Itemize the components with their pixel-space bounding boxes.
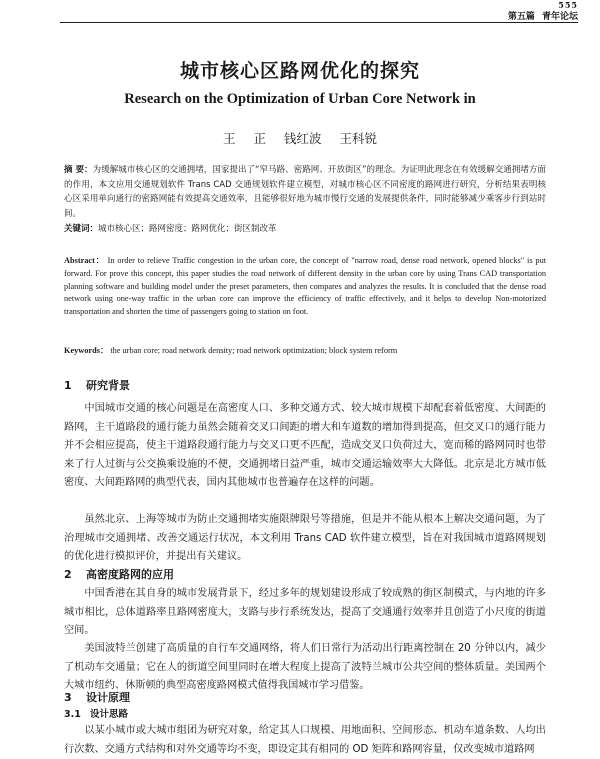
title-en: Research on the Optimization of Urban Core Network in (124, 91, 476, 107)
section-title: 高密度路网的应用 (86, 568, 174, 581)
abstract-zh (64, 163, 546, 221)
keywords-zh-label: 关键词： (64, 224, 99, 234)
subsection-number: 3.1 (64, 709, 81, 720)
abstract-en (64, 255, 546, 319)
section-number: 1 (64, 379, 72, 392)
title-zh: 城市核心区路网优化的探究 (179, 60, 420, 82)
keywords-zh-text: 城市核心区；路网密度；路网优化；街区制改革 (98, 224, 277, 234)
keywords-en (64, 344, 546, 357)
subsection-3-1-text: 以某小城市或大城市组团为研究对象，给定其人口规模、用地面积、空间形态、机动车道条数、人均出行次数、交通方式结构和对外交通等均不变，即设定其有相同的 OD 矩阵和路网容量，仅改变城市道路网 (64, 725, 546, 755)
abstract-zh-text: 为缓解城市核心区的交通拥堵，国家提出了“窄马路、密路网、开放街区”的理念。为证明此理念在有效缓解交通拥堵方面的作用，本文应用交通规划软件 Trans CAD 交通规划软件建立模型，对城市核心区不同密度的路网进行研究，分析结果表明核心区采用单向通行的密路网能有效提高交通效率，且能够很好地为城市慢行交通的发展提供条件，同时能够减少乘客步行到站时间。 (64, 165, 546, 219)
section-title: 设计原理 (86, 691, 130, 704)
section-3-heading (64, 689, 130, 705)
section-number: 2 (64, 568, 72, 581)
section-number: 3 (64, 691, 72, 704)
section-2-heading (64, 566, 174, 582)
section-2-paragraph-1: 中国香港在其自身的城市发展背景下，经过多年的规划建设形成了较成熟的街区制模式，与内地的许多城市相比，总体道路率且路网密度大，支路与步行系统发达，提高了交通通行效率并且创造了小尺度的街道空间。 (64, 588, 546, 636)
running-head: 第五篇 青年论坛 (507, 12, 578, 22)
subsection-3-1-heading (64, 706, 128, 720)
subsection-title: 设计思路 (90, 709, 129, 720)
abstract-zh-label: 摘 要： (64, 165, 93, 175)
section-1-paragraph-1: 中国城市交通的核心问题是在高密度人口、多种交通方式、较大城市规模下却配套着低密度、大间距的路网，主干道路段的通行能力虽然会随着交叉口间距的增大和车道数的增加得到提高，但交叉口的通行能力并不会相应提高，使主干道路段通行能力与交叉口更不匹配，造成交叉口负荷过大，宽而稀的路网同时也带来了行人过街与公交换乘设施的不便，交通拥堵日益严重，城市交通运输效率大大降低。北京是北方城市低密度、大间距路网的典型代表，国内其他城市也普遍存在这样的问题。 (64, 403, 546, 488)
authors: 王 正 钱红波 王科锐 (223, 131, 377, 146)
abstract-en-text: In order to relieve Traffic congestion in the urban core, the concept of "narrow road, dense road network, opened blocks" is put forward. For prove this concept, this paper studies the road network of different density in the urban core by using Trans CAD transportation planning software and building model under the preset parameters, then compares and analyzes the results. It is concluded that the dense road network using one-way traffic in the urban core can improve the efficiency of traffic effectively, and it helps to develop Non-motorized transportation and shorten the time of passengers going to station on foot. (64, 256, 547, 317)
abstract-en-label: Abstract： (64, 256, 105, 265)
header-rule (60, 22, 578, 23)
keywords-en-text: the urban core; road network density; road network optimization; block system reform (110, 346, 398, 355)
keywords-zh (64, 223, 546, 236)
keywords-en-label: Keywords： (64, 346, 109, 355)
section-2-paragraph-2: 美国波特兰创建了高质量的自行车交通网络，将人们日常行为活动出行距离控制在 20 分钟以内，减少了机动车交通量；它在人的街道空间里同时在增大程度上提高了波特兰城市公共空间的整体质量。美国两个大城市纽约、休斯顿的典型高密度路网模式值得我国城市学习借鉴。 (64, 643, 546, 691)
page-number: 555 (558, 0, 578, 10)
section-title: 研究背景 (86, 379, 130, 392)
section-1-paragraph-2: 虽然北京、上海等城市为防止交通拥堵实施限牌限号等措施，但是并不能从根本上解决交通问题，为了治理城市交通拥堵、改善交通运行状况，本文利用 Trans CAD 软件建立模型，旨在对我国城市道路网规划的优化进行模拟评价，并提出有关建议。 (64, 514, 546, 562)
section-1-heading (64, 377, 130, 393)
